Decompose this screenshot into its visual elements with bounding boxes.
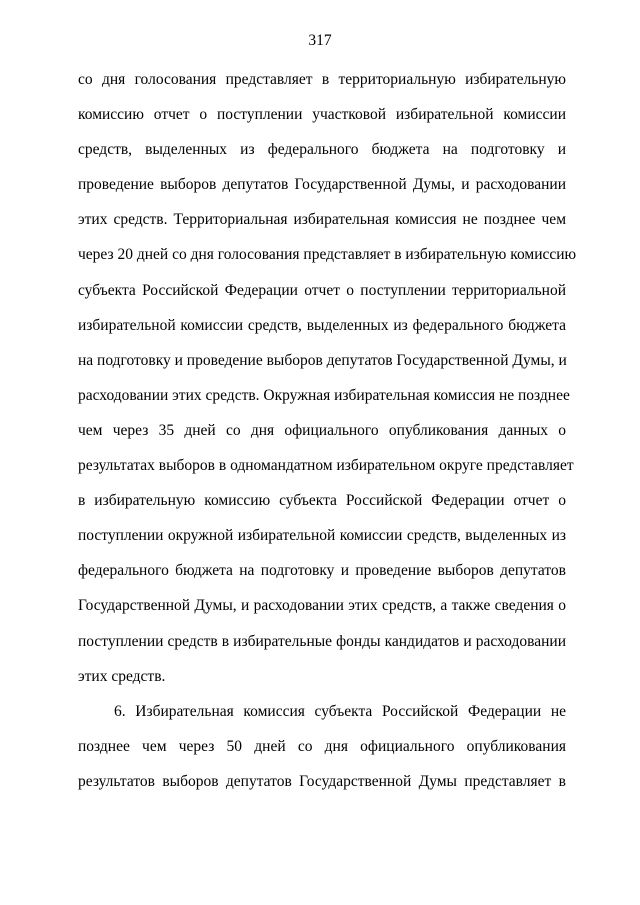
document-body — [78, 70, 577, 807]
text-line: этих средств. Территориальная избирательная комиссия не позднее чем — [78, 211, 566, 229]
text-line: проведение выборов депутатов Государственной Думы, и расходовании — [78, 176, 566, 194]
text-line: результатов выборов депутатов Государственной Думы представляет в — [78, 772, 566, 790]
text-line: этих средств. — [78, 667, 166, 685]
text-line: средств, выделенных из федерального бюджета на подготовку и — [78, 141, 566, 159]
text-line: Государственной Думы, и расходовании этих средств, а также сведения о — [78, 597, 566, 615]
text-line: субъекта Российской Федерации отчет о поступлении территориальной — [78, 281, 566, 299]
text-line: поступлении средств в избирательные фонды кандидатов и расходовании — [78, 632, 566, 650]
text-line: через 20 дней со дня голосования представляет в избирательную комиссию — [78, 246, 577, 264]
text-line: комиссию отчет о поступлении участковой избирательной комиссии — [78, 106, 566, 124]
page-number: 317 — [308, 32, 332, 49]
text-line: на подготовку и проведение выборов депутатов Государственной Думы, и — [78, 351, 567, 369]
paragraph-6-first-line: 6. Избирательная комиссия субъекта Российской Федерации не — [114, 702, 566, 720]
text-line: расходовании этих средств. Окружная избирательная комиссия не позднее — [78, 386, 570, 404]
text-line: поступлении окружной избирательной комиссии средств, выделенных из — [78, 527, 566, 545]
text-line: федерального бюджета на подготовку и проведение выборов депутатов — [78, 562, 566, 580]
text-line: результатах выборов в одномандатном избирательном округе представляет — [78, 457, 574, 475]
text-line: позднее чем через 50 дней со дня официального опубликования — [78, 737, 566, 755]
text-line: чем через 35 дней со дня официального опубликования данных о — [78, 421, 566, 439]
text-line: в избирательную комиссию субъекта Российской Федерации отчет о — [78, 492, 566, 510]
text-line: со дня голосования представляет в территориальную избирательную — [78, 71, 566, 88]
text-line: избирательной комиссии средств, выделенных из федерального бюджета — [78, 316, 566, 334]
